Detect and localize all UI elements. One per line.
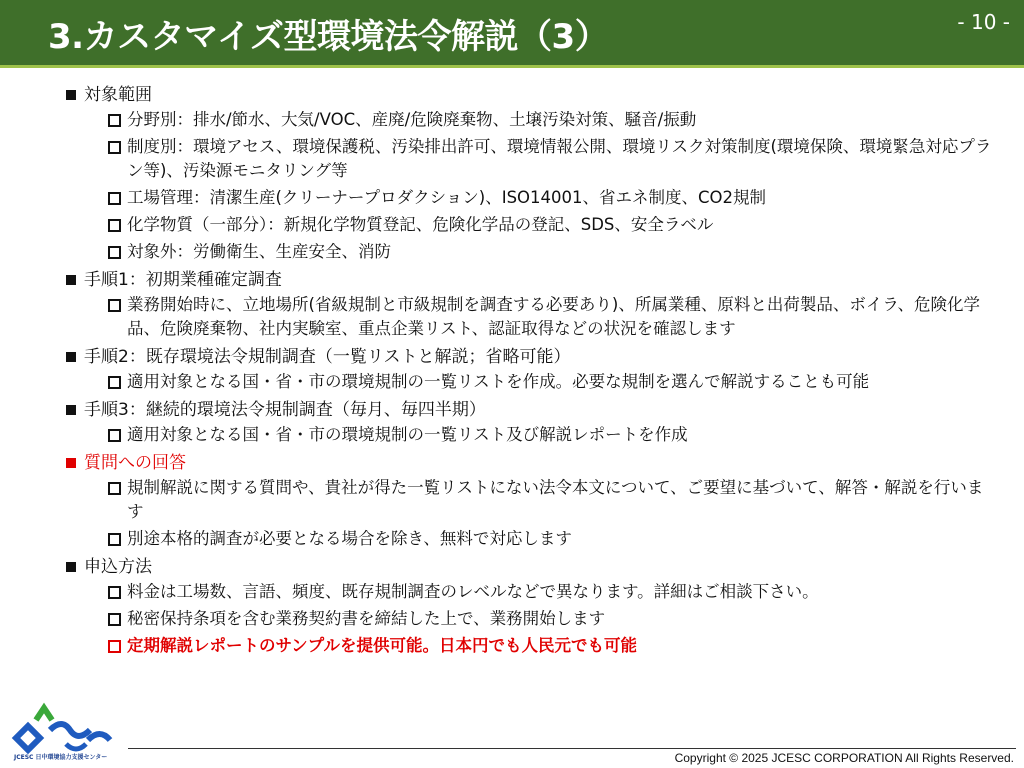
list-item-text: 秘密保持条項を含む業務契約書を締結した上で、業務開始します [127, 609, 606, 628]
copyright-text: Copyright © 2025 JCESC CORPORATION All Rights Reserved. [674, 751, 1014, 765]
page-number: - 10 - [957, 10, 1010, 34]
checkbox-bullet-icon [108, 613, 121, 626]
section-scope [66, 82, 996, 264]
checkbox-bullet-icon [108, 533, 121, 546]
page-title: 3.カスタマイズ型環境法令解説（3） [48, 17, 609, 57]
checkbox-bullet-icon [108, 299, 121, 312]
list-item-text: 料金は工場数、言語、頻度、既存規制調査のレベルなどで異なります。詳細はご相談下さい。 [127, 582, 819, 601]
section-application [66, 554, 996, 658]
slide-body [66, 82, 996, 661]
list-item [66, 580, 996, 604]
list-item [66, 213, 996, 237]
checkbox-bullet-icon [108, 219, 121, 232]
footer-divider [128, 748, 1016, 749]
section-items [66, 423, 996, 447]
list-item-text: 化学物質（一部分）：新規化学物質登記、危険化学品の登記、SDS、安全ラベル [127, 215, 714, 234]
checkbox-bullet-icon [108, 482, 121, 495]
list-item-text: 定期解説レポートのサンプルを提供可能。日本円でも人民元でも可能 [127, 636, 638, 655]
checkbox-bullet-icon [108, 114, 121, 127]
section-heading-text: 申込方法 [84, 557, 152, 577]
square-bullet-icon [66, 352, 76, 362]
section-items [66, 108, 996, 264]
list-item [66, 186, 996, 210]
section-heading [66, 450, 996, 476]
list-item-highlight [66, 634, 996, 658]
section-items [66, 580, 996, 658]
section-heading-text: 手順1：初期業種確定調査 [84, 270, 282, 290]
section-heading [66, 344, 996, 370]
checkbox-bullet-icon [108, 376, 121, 389]
square-bullet-icon [66, 275, 76, 285]
section-heading [66, 554, 996, 580]
section-items [66, 476, 996, 551]
section-step3 [66, 397, 996, 447]
list-item-text: 工場管理：清潔生産(クリーナープロダクション)、ISO14001、省エネ制度、CO2規制 [127, 188, 767, 207]
checkbox-bullet-icon [108, 429, 121, 442]
slide-header [0, 0, 1024, 68]
section-heading [66, 397, 996, 423]
list-item-text: 分野別：排水/節水、大気/VOC、産廃/危険廃棄物、土壌汚染対策、騒音/振動 [127, 110, 697, 129]
list-item-text: 制度別：環境アセス、環境保護税、汚染排出許可、環境情報公開、環境リスク対策制度(環境保険、環境緊急対応プラン等)、汚染源モニタリング等 [127, 137, 992, 180]
square-bullet-icon [66, 562, 76, 572]
section-heading-text: 手順2：既存環境法令規制調査（一覧リストと解説；省略可能） [84, 347, 571, 367]
list-item-text: 別途本格的調査が必要となる場合を除き、無料で対応します [127, 529, 572, 548]
checkbox-bullet-icon [108, 586, 121, 599]
checkbox-bullet-icon [108, 192, 121, 205]
list-item [66, 108, 996, 132]
section-heading-text: 対象範囲 [84, 85, 152, 105]
list-item [66, 240, 996, 264]
section-items [66, 370, 996, 394]
list-item-text: 適用対象となる国・省・市の環境規制の一覧リストを作成。必要な規制を選んで解説することも可能 [127, 372, 870, 391]
list-item [66, 135, 996, 183]
square-bullet-icon [66, 90, 76, 100]
list-item [66, 476, 996, 524]
list-item-text: 対象外：労働衛生、生産安全、消防 [127, 242, 391, 261]
section-step1 [66, 267, 996, 341]
list-item [66, 293, 996, 341]
section-qa [66, 450, 996, 551]
list-item-text: 業務開始時に、立地場所(省級規制と市級規制を調査する必要あり)、所属業種、原料と出荷製品、ボイラ、危険化学品、危険廃棄物、社内実験室、重点企業リスト、認証取得などの状況を確認します [127, 295, 981, 338]
list-item [66, 527, 996, 551]
section-heading-text: 質問への回答 [84, 453, 186, 473]
list-item [66, 423, 996, 447]
checkbox-bullet-icon [108, 640, 121, 653]
list-item-text: 適用対象となる国・省・市の環境規制の一覧リスト及び解説レポートを作成 [127, 425, 688, 444]
section-items [66, 293, 996, 341]
section-step2 [66, 344, 996, 394]
checkbox-bullet-icon [108, 141, 121, 154]
square-bullet-icon [66, 458, 76, 468]
square-bullet-icon [66, 405, 76, 415]
section-heading [66, 82, 996, 108]
list-item [66, 370, 996, 394]
section-heading [66, 267, 996, 293]
section-heading-text: 手順3：継続的環境法令規制調査（毎月、毎四半期） [84, 400, 486, 420]
list-item-text: 規制解説に関する質問や、貴社が得た一覧リストにない法令本文について、ご要望に基づいて、解答・解説を行います [127, 478, 984, 521]
list-item [66, 607, 996, 631]
logo-caption: JCESC 日中環境協力支援センター [14, 754, 108, 761]
checkbox-bullet-icon [108, 246, 121, 259]
